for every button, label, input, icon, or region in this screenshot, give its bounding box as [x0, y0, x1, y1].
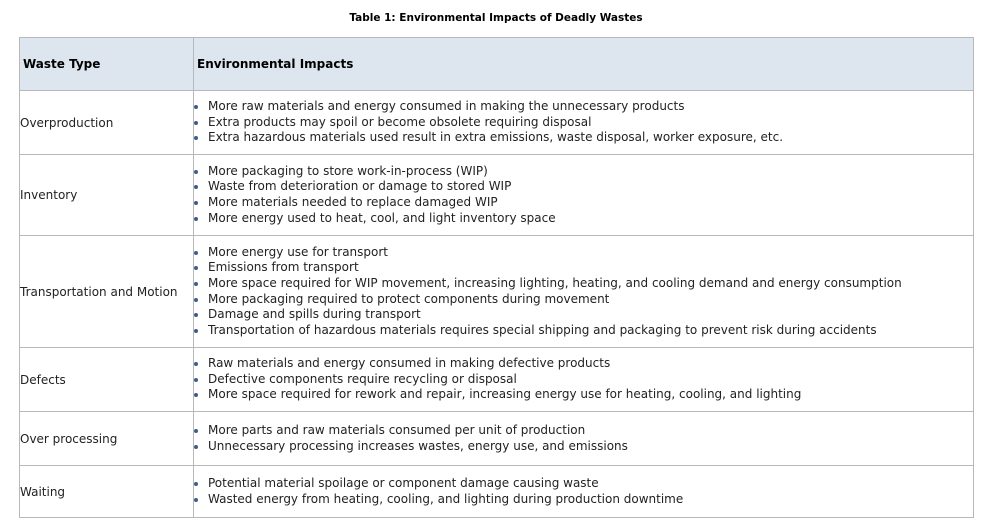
header-waste-type: Waste Type [20, 38, 194, 91]
table-row [20, 91, 974, 155]
table-row [20, 236, 974, 348]
list-item: More space required for rework and repair, increasing energy use for heating, cooling, and lighting [194, 387, 973, 403]
list-item: Extra products may spoil or become obsolete requiring disposal [194, 115, 973, 131]
waste-type-cell: Over processing [20, 412, 194, 466]
list-item: Defective components require recycling or disposal [194, 372, 973, 388]
list-item: More energy use for transport [194, 245, 973, 261]
impacts-cell [194, 155, 974, 236]
table-row [20, 412, 974, 466]
list-item: More materials needed to replace damaged WIP [194, 195, 973, 211]
list-item: Extra hazardous materials used result in extra emissions, waste disposal, worker exposure, etc. [194, 130, 973, 146]
waste-type-cell: Inventory [20, 155, 194, 236]
waste-type-cell: Waiting [20, 466, 194, 518]
list-item: Emissions from transport [194, 260, 973, 276]
list-item: More parts and raw materials consumed per unit of production [194, 423, 973, 439]
impacts-list [194, 356, 973, 403]
impacts-list [194, 245, 973, 339]
list-item: Raw materials and energy consumed in making defective products [194, 356, 973, 372]
header-environmental-impacts: Environmental Impacts [194, 38, 974, 91]
list-item: Wasted energy from heating, cooling, and lighting during production downtime [194, 492, 973, 508]
list-item: More space required for WIP movement, increasing lighting, heating, and cooling demand and energy consumption [194, 276, 973, 292]
impacts-cell [194, 412, 974, 466]
impacts-list [194, 164, 973, 226]
impacts-cell [194, 236, 974, 348]
waste-type-cell: Overproduction [20, 91, 194, 155]
list-item: More packaging to store work-in-process (WIP) [194, 164, 973, 180]
list-item: More raw materials and energy consumed in making the unnecessary products [194, 99, 973, 115]
impacts-table [19, 37, 974, 518]
impacts-cell [194, 348, 974, 412]
waste-type-cell: Defects [20, 348, 194, 412]
waste-type-cell: Transportation and Motion [20, 236, 194, 348]
list-item: Waste from deterioration or damage to stored WIP [194, 179, 973, 195]
list-item: More packaging required to protect components during movement [194, 292, 973, 308]
table-row [20, 155, 974, 236]
list-item: Transportation of hazardous materials requires special shipping and packaging to prevent risk during accidents [194, 323, 973, 339]
list-item: Potential material spoilage or component damage causing waste [194, 476, 973, 492]
table-row [20, 466, 974, 518]
impacts-list [194, 476, 973, 507]
impacts-cell [194, 466, 974, 518]
impacts-list [194, 423, 973, 454]
list-item: Damage and spills during transport [194, 307, 973, 323]
impacts-list [194, 99, 973, 146]
impacts-cell [194, 91, 974, 155]
list-item: More energy used to heat, cool, and light inventory space [194, 211, 973, 227]
table-header-row [20, 38, 974, 91]
list-item: Unnecessary processing increases wastes, energy use, and emissions [194, 439, 973, 455]
table-caption: Table 1: Environmental Impacts of Deadly Wastes [349, 12, 643, 24]
table-row [20, 348, 974, 412]
